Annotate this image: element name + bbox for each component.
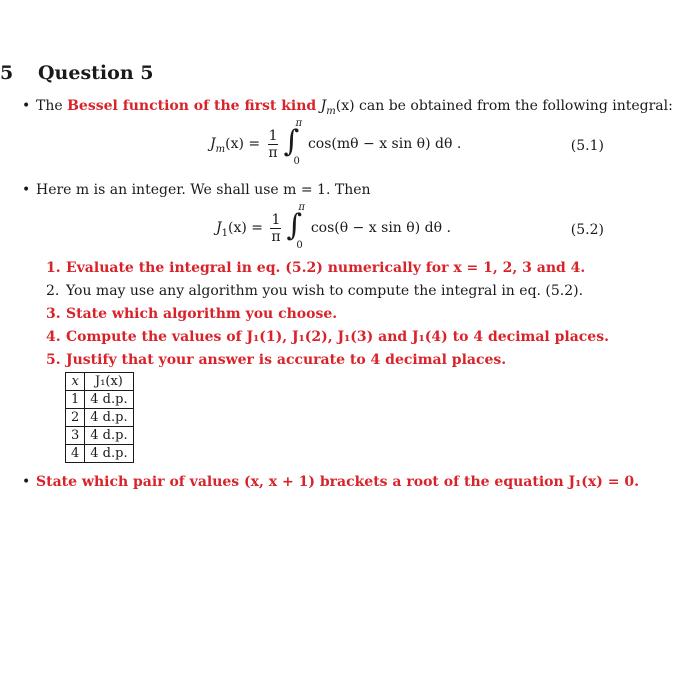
table-cell: 4 d.p.: [85, 427, 133, 445]
intro-func-arg: (x): [335, 98, 355, 114]
eq2-lhs-arg: (x) =: [228, 220, 263, 236]
table-cell: 4 d.p.: [85, 445, 133, 463]
table-row: [66, 391, 134, 409]
table-row: [66, 409, 134, 427]
task-list: [46, 257, 609, 372]
eq1-integrand: cos(mθ − x sin θ) dθ .: [307, 136, 462, 152]
table-cell: 4 d.p.: [85, 391, 133, 409]
final-bullet: [22, 474, 639, 490]
task-item: 2. You may use any algorithm you wish to compute the integral in eq. (5.2).: [46, 283, 584, 299]
task-item: 4. Compute the values of J₁(1), J₁(2), J₁(3) and J₁(4) to 4 decimal places.: [46, 329, 609, 345]
intro-func-sub: m: [326, 105, 336, 117]
eq1-lhs-sub: m: [215, 143, 226, 155]
task-item: 5. Justify that your answer is accurate to 4 decimal places.: [46, 352, 507, 368]
table-cell: 3: [66, 427, 85, 445]
task-item: 3. State which algorithm you choose.: [46, 306, 338, 322]
eq1-fraction: $\frac{1}{\pi}$: [268, 127, 278, 161]
eq2-number: (5.2): [570, 222, 604, 238]
table-header-x: x: [66, 373, 85, 391]
eq2-lhs: J: [216, 220, 222, 236]
integral-icon: ∫ π 0: [283, 118, 303, 167]
intro-highlight: Bessel function of the first kind: [67, 98, 317, 114]
intro-before: The: [36, 98, 68, 114]
eq1-number: (5.1): [570, 138, 604, 154]
equation-5-2: [0, 202, 620, 258]
table-header-j1: J₁(x): [85, 373, 133, 391]
section-number: 5: [0, 62, 14, 84]
bullet-icon: •: [22, 182, 31, 198]
integral-icon: ∫ π 0: [286, 202, 305, 251]
values-table: [65, 372, 134, 463]
eq1-lhs: J: [210, 136, 216, 152]
section-title: Question 5: [38, 62, 154, 84]
table-cell: 2: [66, 409, 85, 427]
note-bullet: [22, 182, 371, 198]
intro-func: J: [320, 98, 327, 114]
table-cell: 1: [66, 391, 85, 409]
table-header-row: [66, 373, 134, 391]
eq2-lhs-sub: 1: [221, 227, 228, 239]
intro-after: can be obtained from the following integral:: [354, 98, 673, 114]
final-text: State which pair of values (x, x + 1) brackets a root of the equation J₁(x) = 0.: [36, 474, 639, 490]
table-cell: 4 d.p.: [85, 409, 133, 427]
bullet-icon: •: [22, 474, 31, 490]
table-row: [66, 445, 134, 463]
bullet-icon: •: [22, 98, 31, 114]
table-cell: 4: [66, 445, 85, 463]
task-item: 1. Evaluate the integral in eq. (5.2) numerically for x = 1, 2, 3 and 4.: [46, 260, 586, 276]
table-row: [66, 427, 134, 445]
eq1-lhs-arg: (x) =: [225, 136, 261, 152]
eq2-fraction: $\frac{1}{\pi}$: [271, 211, 281, 245]
equation-5-1: [0, 118, 620, 174]
intro-bullet: [22, 98, 673, 117]
note-text: Here m is an integer. We shall use m = 1. Then: [36, 182, 371, 198]
eq2-integrand: cos(θ − x sin θ) dθ .: [310, 220, 451, 236]
